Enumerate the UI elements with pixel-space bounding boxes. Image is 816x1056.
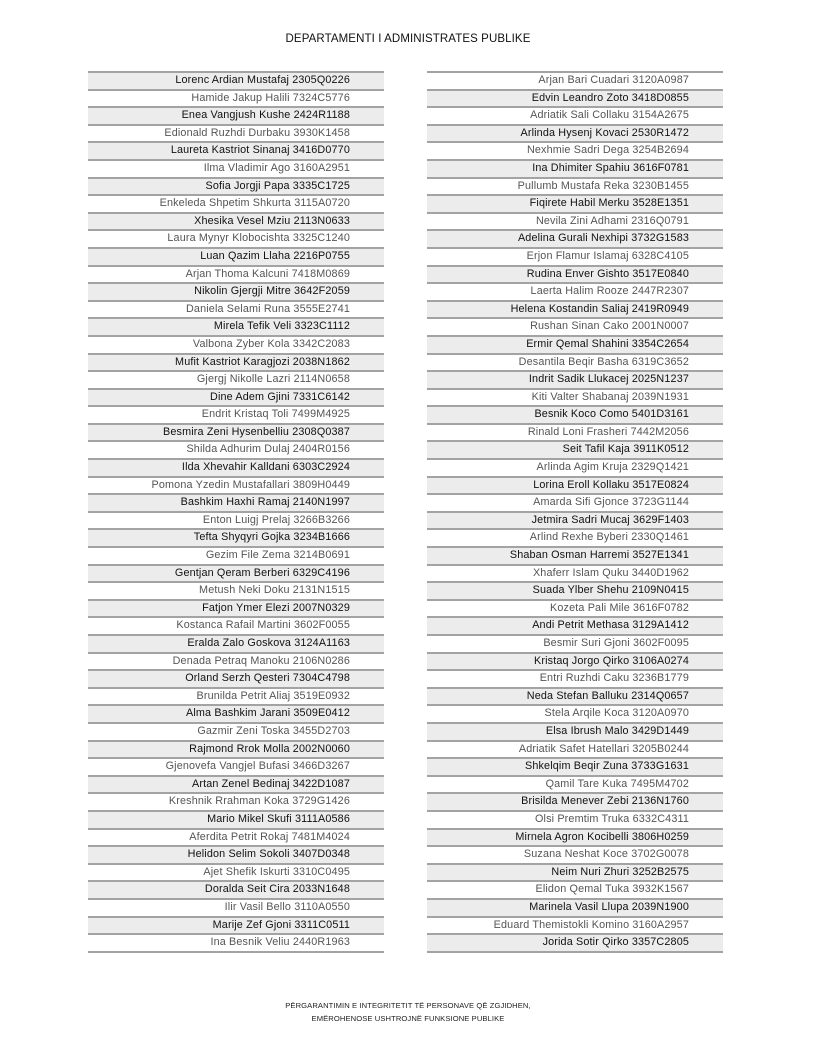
list-item: Hamide Jakup Halili 7324C5776 [88, 89, 384, 107]
list-item: Aferdita Petrit Rokaj 7481M4024 [88, 828, 384, 846]
list-item: Shaban Osman Harremi 3527E1341 [427, 546, 723, 564]
list-item: Ilda Xhevahir Kalldani 6303C2924 [88, 458, 384, 476]
list-item: Adriatik Safet Hatellari 3205B0244 [427, 740, 723, 758]
list-item: Arlinda Agim Kruja 2329Q1421 [427, 458, 723, 476]
list-item: Besmir Suri Gjoni 3602F0095 [427, 634, 723, 652]
list-item: Shilda Adhurim Dulaj 2404R0156 [88, 440, 384, 458]
list-item: Arlinda Hysenj Kovaci 2530R1472 [427, 124, 723, 142]
list-item: Neim Nuri Zhuri 3252B2575 [427, 863, 723, 881]
list-item: Desantila Beqir Basha 6319C3652 [427, 353, 723, 371]
list-item: Daniela Selami Runa 3555E2741 [88, 300, 384, 318]
list-item: Kozeta Pali Mile 3616F0782 [427, 599, 723, 617]
list-item: Ajet Shefik Iskurti 3310C0495 [88, 863, 384, 881]
list-item: Rushan Sinan Cako 2001N0007 [427, 317, 723, 335]
list-item: Jetmira Sadri Mucaj 3629F1403 [427, 511, 723, 529]
list-item: Helena Kostandin Saliaj 2419R0949 [427, 300, 723, 318]
list-item: Alma Bashkim Jarani 3509E0412 [88, 704, 384, 722]
page-footer [0, 1000, 816, 1025]
list-item: Nikolin Gjergji Mitre 3642F2059 [88, 282, 384, 300]
list-item: Rajmond Rrok Molla 2002N0060 [88, 740, 384, 758]
list-item: Bashkim Haxhi Ramaj 2140N1997 [88, 493, 384, 511]
list-item: Mirela Tefik Veli 3323C1112 [88, 317, 384, 335]
list-item: Marije Zef Gjoni 3311C0511 [88, 916, 384, 934]
list-item: Entri Ruzhdi Caku 3236B1779 [427, 669, 723, 687]
list-item: Marinela Vasil Llupa 2039N1900 [427, 898, 723, 916]
list-item: Ilma Vladimir Ago 3160A2951 [88, 159, 384, 177]
list-item: Kristaq Jorgo Qirko 3106A0274 [427, 652, 723, 670]
list-item: Arjan Bari Cuadari 3120A0987 [427, 71, 723, 89]
list-item: Sofia Jorgji Papa 3335C1725 [88, 177, 384, 195]
list-item: Olsi Premtim Truka 6332C4311 [427, 810, 723, 828]
list-item: Pullumb Mustafa Reka 3230B1455 [427, 177, 723, 195]
list-item: Qamil Tare Kuka 7495M4702 [427, 775, 723, 793]
list-item: Gazmir Zeni Toska 3455D2703 [88, 722, 384, 740]
list-item: Mufit Kastriot Karagjozi 2038N1862 [88, 353, 384, 371]
left-name-list [88, 71, 384, 953]
list-item: Brunilda Petrit Aliaj 3519E0932 [88, 687, 384, 705]
list-item: Xhesika Vesel Mziu 2113N0633 [88, 212, 384, 230]
right-name-list [427, 71, 723, 953]
list-item: Gjenovefa Vangjel Bufasi 3466D3267 [88, 757, 384, 775]
list-item: Neda Stefan Balluku 2314Q0657 [427, 687, 723, 705]
list-item: Enkeleda Shpetim Shkurta 3115A0720 [88, 194, 384, 212]
list-item: Jorida Sotir Qirko 3357C2805 [427, 933, 723, 953]
list-item: Ina Dhimiter Spahiu 3616F0781 [427, 159, 723, 177]
footer-line-1: PËRGARANTIMIN E INTEGRITETIT TË PERSONAVE QË ZGJIDHEN, [285, 1001, 531, 1010]
list-item: Pomona Yzedin Mustafallari 3809H0449 [88, 476, 384, 494]
list-item: Ina Besnik Veliu 2440R1963 [88, 933, 384, 953]
list-item: Mirnela Agron Kocibelli 3806H0259 [427, 828, 723, 846]
list-item: Luan Qazim Llaha 2216P0755 [88, 247, 384, 265]
list-item: Arjan Thoma Kalcuni 7418M0869 [88, 265, 384, 283]
list-item: Endrit Kristaq Toli 7499M4925 [88, 405, 384, 423]
list-item: Fiqirete Habil Merku 3528E1351 [427, 194, 723, 212]
list-item: Kreshnik Rrahman Koka 3729G1426 [88, 792, 384, 810]
footer-line-2: EMËROHENOSE USHTROJNË FUNKSIONE PUBLIKE [311, 1013, 505, 1023]
page-title: DEPARTAMENTI I ADMINISTRATES PUBLIKE [285, 33, 531, 45]
list-item: Erjon Flamur Islamaj 6328C4105 [427, 247, 723, 265]
list-item: Dine Adem Gjini 7331C6142 [88, 388, 384, 406]
list-item: Stela Arqile Koca 3120A0970 [427, 704, 723, 722]
list-item: Rudina Enver Gishto 3517E0840 [427, 265, 723, 283]
list-item: Doralda Seit Cira 2033N1648 [88, 880, 384, 898]
list-item: Eduard Themistokli Komino 3160A2957 [427, 916, 723, 934]
list-item: Mario Mikel Skufi 3111A0586 [88, 810, 384, 828]
list-item: Rinald Loni Frasheri 7442M2056 [427, 423, 723, 441]
list-item: Helidon Selim Sokoli 3407D0348 [88, 845, 384, 863]
list-item: Andi Petrit Methasa 3129A1412 [427, 616, 723, 634]
list-item: Laura Mynyr Klobocishta 3325C1240 [88, 229, 384, 247]
list-item: Artan Zenel Bedinaj 3422D1087 [88, 775, 384, 793]
list-item: Xhaferr Islam Quku 3440D1962 [427, 564, 723, 582]
list-item: Ilir Vasil Bello 3110A0550 [88, 898, 384, 916]
list-item: Enton Luigj Prelaj 3266B3266 [88, 511, 384, 529]
list-item: Elidon Qemal Tuka 3932K1567 [427, 880, 723, 898]
list-item: Seit Tafil Kaja 3911K0512 [427, 440, 723, 458]
list-item: Laerta Halim Rooze 2447R2307 [427, 282, 723, 300]
list-item: Kostanca Rafail Martini 3602F0055 [88, 616, 384, 634]
list-item: Enea Vangjush Kushe 2424R1188 [88, 106, 384, 124]
list-item: Nevila Zini Adhami 2316Q0791 [427, 212, 723, 230]
list-item: Besnik Koco Como 5401D3161 [427, 405, 723, 423]
list-item: Fatjon Ymer Elezi 2007N0329 [88, 599, 384, 617]
list-item: Shkelqim Beqir Zuna 3733G1631 [427, 757, 723, 775]
list-item: Arlind Rexhe Byberi 2330Q1461 [427, 528, 723, 546]
list-item: Amarda Sifi Gjonce 3723G1144 [427, 493, 723, 511]
list-item: Kiti Valter Shabanaj 2039N1931 [427, 388, 723, 406]
list-item: Gentjan Qeram Berberi 6329C4196 [88, 564, 384, 582]
list-item: Gjergj Nikolle Lazri 2114N0658 [88, 370, 384, 388]
list-item: Adelina Gurali Nexhipi 3732G1583 [427, 229, 723, 247]
list-item: Suada Ylber Shehu 2109N0415 [427, 581, 723, 599]
list-item: Orland Serzh Qesteri 7304C4798 [88, 669, 384, 687]
list-item: Eralda Zalo Goskova 3124A1163 [88, 634, 384, 652]
list-item: Indrit Sadik Llukacej 2025N1237 [427, 370, 723, 388]
list-item: Lorina Eroll Kollaku 3517E0824 [427, 476, 723, 494]
list-item: Tefta Shyqyri Gojka 3234B1666 [88, 528, 384, 546]
list-item: Valbona Zyber Kola 3342C2083 [88, 335, 384, 353]
list-item: Adriatik Sali Collaku 3154A2675 [427, 106, 723, 124]
list-item: Gezim File Zema 3214B0691 [88, 546, 384, 564]
list-item: Metush Neki Doku 2131N1515 [88, 581, 384, 599]
list-item: Lorenc Ardian Mustafaj 2305Q0226 [88, 71, 384, 89]
list-item: Edionald Ruzhdi Durbaku 3930K1458 [88, 124, 384, 142]
list-item: Besmira Zeni Hysenbelliu 2308Q0387 [88, 423, 384, 441]
list-item: Ermir Qemal Shahini 3354C2654 [427, 335, 723, 353]
list-item: Brisilda Menever Zebi 2136N1760 [427, 792, 723, 810]
list-item: Denada Petraq Manoku 2106N0286 [88, 652, 384, 670]
list-item: Suzana Neshat Koce 3702G0078 [427, 845, 723, 863]
list-item: Nexhmie Sadri Dega 3254B2694 [427, 141, 723, 159]
list-item: Edvin Leandro Zoto 3418D0855 [427, 89, 723, 107]
list-item: Laureta Kastriot Sinanaj 3416D0770 [88, 141, 384, 159]
list-item: Elsa Ibrush Malo 3429D1449 [427, 722, 723, 740]
